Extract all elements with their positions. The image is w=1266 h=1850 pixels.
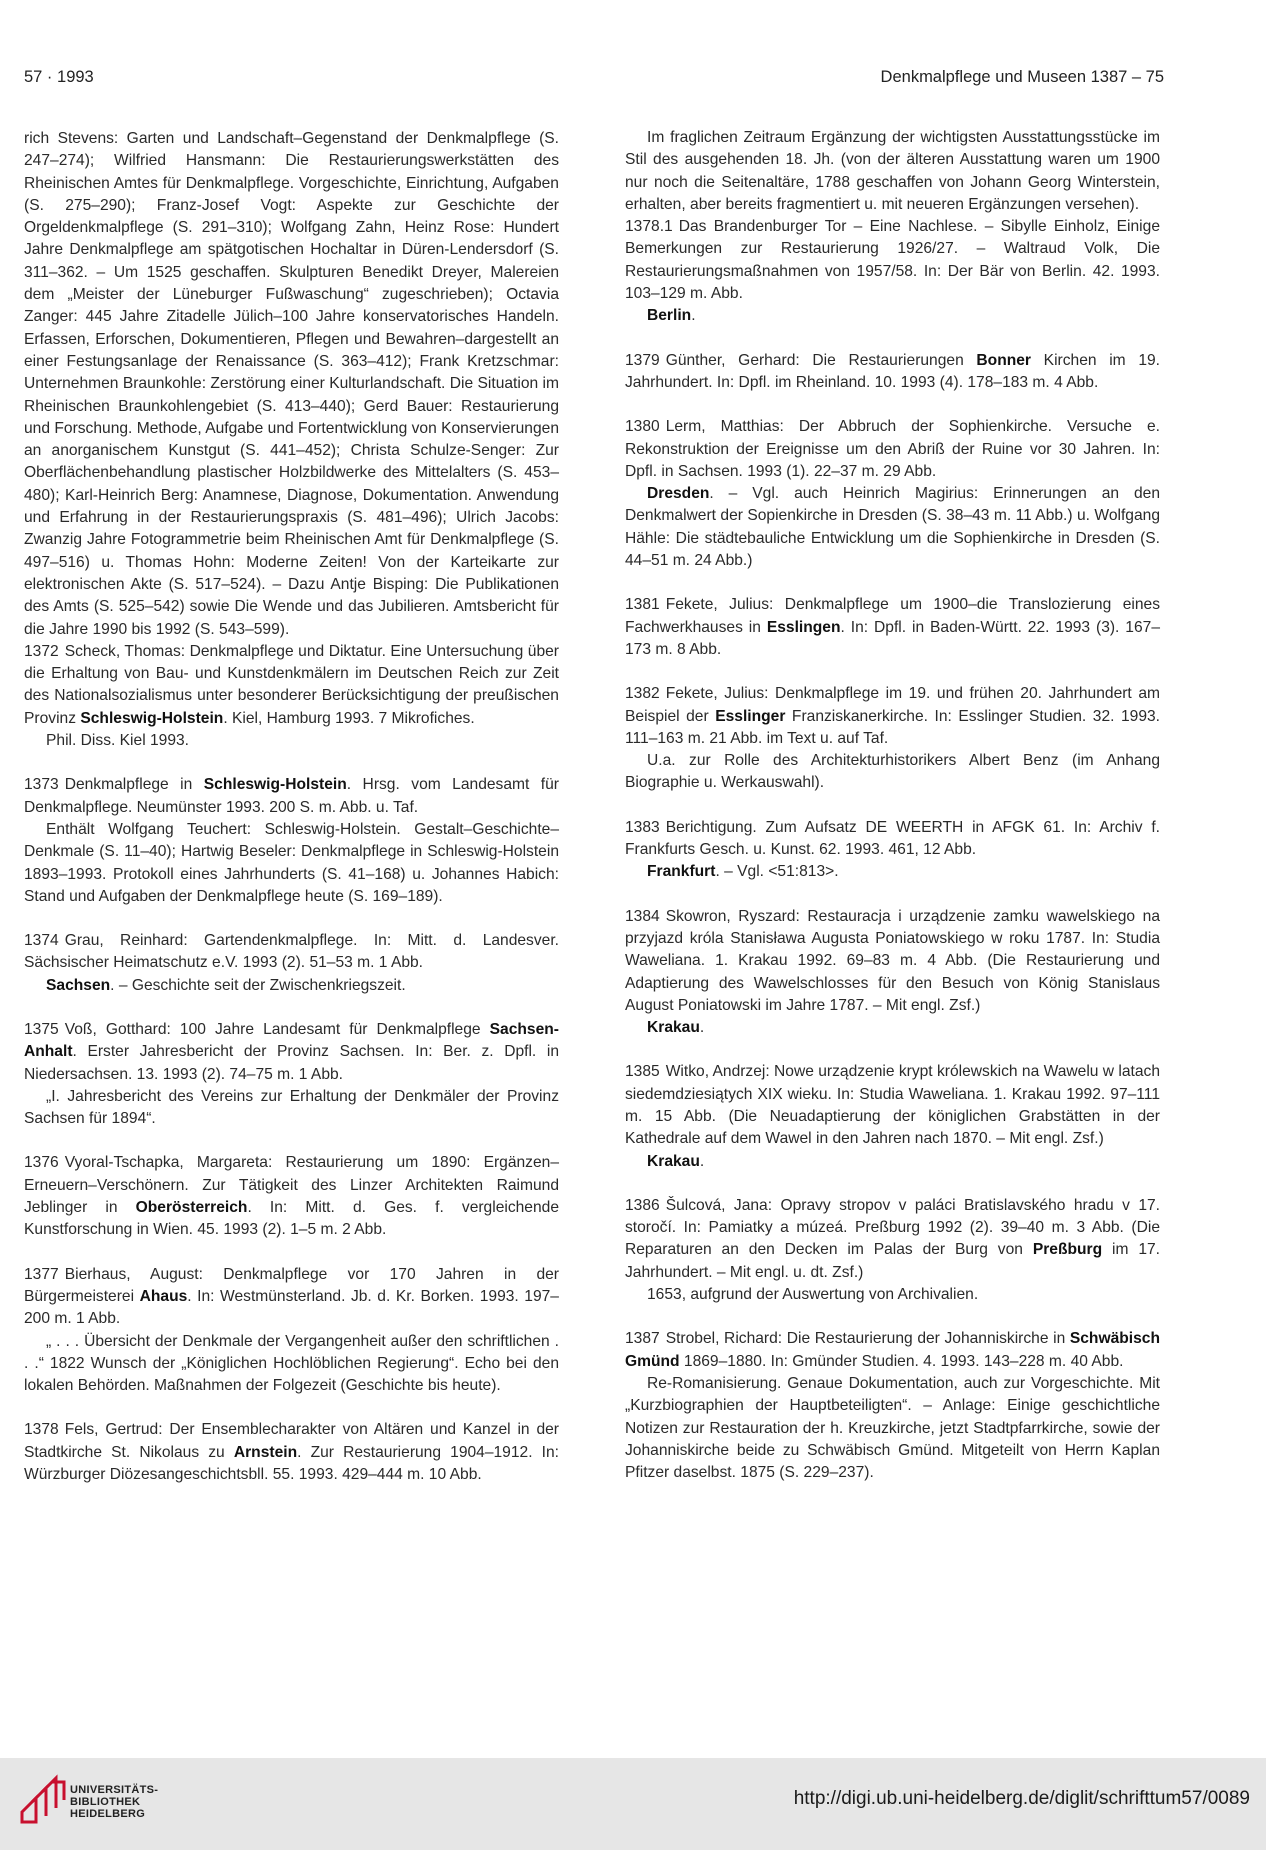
entry-1372 <box>24 641 559 752</box>
place-name: Esslingen <box>766 618 841 636</box>
entry-text: Voß, Gotthard: 100 Jahre Landesamt für Denkmalpflege <box>64 1020 490 1038</box>
entry-text: Günther, Gerhard: Die Restaurierungen <box>665 351 977 369</box>
entry-text: Bierhaus, August: Denkmalpflege vor 170 Jahren in der Bürgermeisterei <box>24 1265 559 1305</box>
entry-number: 1378.1 <box>625 218 673 236</box>
digital-url-link[interactable]: http://digi.ub.uni-heidelberg.de/diglit/schrifttum57/0089 <box>793 1788 1250 1809</box>
left-column <box>24 128 559 1508</box>
entry-1378 <box>24 1419 559 1486</box>
place-name: Arnstein <box>233 1443 298 1461</box>
entry-1385 <box>625 1061 1160 1172</box>
entry-text: Scheck, Thomas: Denkmalpflege und Diktatur. Eine Untersuchung über die Erhaltung von Bau- und Kunstdenkmälern im Deutschen Reich zur Zeit des Nationalsozialismus unter besonderer Berücksichtigung der preußischen Provinz <box>24 642 559 727</box>
entry-text: Lerm, Matthias: Der Abbruch der Sophienkirche. Versuche e. Rekonstruktion der Ereignisse um den Abriß der Ruine vor 30 Jahren. In: Dpfl. in Sachsen. 1993 (1). 22–37 m. 29 Abb. <box>625 418 1160 480</box>
entry-note: U.a. zur Rolle des Architekturhistorikers Albert Benz (im Anhang Biographie u. Werkauswahl). <box>625 752 1160 792</box>
entry-number: 1374 <box>24 932 59 950</box>
entry-text: Kirchen im 19. Jahrhundert. In: Dpfl. im Rheinland. 10. 1993 (4). 178–183 m. 4 Abb. <box>625 351 1160 391</box>
entry-text: . Zur Restaurierung 1904–1912. In: Würzburger Diözesangeschichtsbll. 55. 1993. 429–444 m. 10 Abb. <box>24 1443 559 1484</box>
entry-text: . <box>699 1152 705 1170</box>
entry-text: 1869–1880. In: Gmünder Studien. 4. 1993. 143–228 m. 40 Abb. <box>679 1352 1124 1370</box>
entry-number: 1380 <box>625 418 660 436</box>
entry-note: Phil. Diss. Kiel 1993. <box>46 732 190 750</box>
library-name <box>70 1784 158 1820</box>
place-name: Oberösterreich <box>135 1199 248 1217</box>
entry-text: . Kiel, Hamburg 1993. 7 Mikrofiches. <box>223 709 475 727</box>
entry-number: 1382 <box>625 685 660 703</box>
digitization-footer <box>0 1758 1266 1850</box>
right-column <box>625 127 1160 1506</box>
entry-text: Berichtigung. Zum Aufsatz DE WEERTH in AFGK 61. In: Archiv f. Frankfurts Gesch. u. Kunst. 62. 1993. 461, 12 Abb. <box>625 818 1160 859</box>
entry-number: 1383 <box>625 818 660 836</box>
entry-text: Skowron, Ryszard: Restauracja i urządzenie zamku wawelskiego na przyjazd króla Stanisława Augusta Poniatowskiego w roku 1787. In: Studia Waweliana. 1. Krakau 1992. 69–83 m. 4 Abb. (Die Restaurierung und Adaptierung des Wawelschlosses für den Besuch von König Stanislaus August Poniatowski im Jahre 1787. – Mit engl. Zsf.) <box>625 907 1160 1014</box>
entry-1375 <box>24 1019 559 1130</box>
entry-number: 1377 <box>24 1265 59 1283</box>
entry-number: 1381 <box>625 596 660 614</box>
entry-text: Grau, Reinhard: Gartendenkmalpflege. In: Mitt. d. Landesver. Sächsischer Heimatschutz e.V. 1993 (2). 51–53 m. 1 Abb. <box>24 932 559 972</box>
entry-number: 1378 <box>24 1421 59 1439</box>
entry-text: Šulcová, Jana: Opravy stropov v paláci Bratislavského hradu v 17. storočí. In: Pamiatky a múzeá. Preßburg 1992 (2). 39–40 m. 3 Abb. (Die Reparaturen an den Decken im Palas der Burg von <box>625 1196 1160 1259</box>
entry-text: Franziskanerkirche. In: Esslinger Studien. 32. 1993. 111–163 m. 21 Abb. im Text u. auf Taf. <box>625 707 1160 747</box>
entry-number: 1375 <box>24 1020 59 1038</box>
entry-1380 <box>625 416 1160 572</box>
entry-1379 <box>625 350 1160 395</box>
library-name-line: BIBLIOTHEK <box>70 1796 141 1808</box>
entry-1387 <box>625 1328 1160 1484</box>
place-name: Schleswig-Holstein <box>203 776 347 794</box>
entry-note: „ . . . Übersicht der Denkmale der Vergangenheit außer den schriftlichen . . .“ 1822 Wunsch der „Königlichen Hochlöblichen Regierung“. Echo bei den lokalen Behörden. Maßnahmen der Folgezeit (Geschichte bis heute). <box>24 1332 559 1395</box>
entry-1376 <box>24 1152 559 1241</box>
place-name: Esslinger <box>715 707 786 725</box>
place-name: Ahaus <box>139 1287 188 1305</box>
library-logo-icon <box>14 1772 70 1828</box>
entry-number: 1386 <box>625 1196 660 1214</box>
entry-text: Witko, Andrzej: Nowe urządzenie krypt królewskich na Wawelu w latach siedemdziesiątych XIX wieku. In: Studia Waweliana. 1. Krakau 1992. 97–111 m. 15 Abb. (Die Neuadaptierung der königlichen Grabstätten in der Kathedrale auf dem Wawel in den Jahren nach 1870. – Mit engl. Zsf.) <box>625 1063 1160 1148</box>
place-name: Preßburg <box>1032 1241 1103 1259</box>
entry-1384 <box>625 906 1160 1040</box>
entry-text: Fekete, Julius: Denkmalpflege im 19. und frühen 20. Jahrhundert am Beispiel der <box>625 685 1160 725</box>
entry-text: im 17. Jahrhundert. – Mit engl. u. dt. Zsf.) <box>625 1241 1161 1281</box>
entry-note: „I. Jahresbericht des Vereins zur Erhaltung der Denkmäler der Provinz Sachsen für 1894“. <box>24 1087 559 1128</box>
entry-number: 1385 <box>625 1063 660 1081</box>
entry-1378-1 <box>625 216 1160 327</box>
entry-number: 1379 <box>625 351 660 369</box>
entry-number: 1372 <box>24 642 59 660</box>
entry-1377 <box>24 1264 559 1398</box>
entry-text: . – Vgl. auch Heinrich Magirius: Erinnerungen an den Denkmalwert der Sopienkirche in Dresden (S. 38–43 m. 11 Abb.) u. Wolfgang Hähle: Die städtebauliche Entwicklung um die Sophienkirche in Dresden (S. 44–51 m. 24 Abb.) <box>625 485 1160 570</box>
entry-number: 1384 <box>625 907 660 925</box>
entry-note: Re-Romanisierung. Genaue Dokumentation, auch zur Vorgeschichte. Mit „Kurzbiographien der Hauptbeteiligten“. – Anlage: Einige geschichtliche Notizen zur Restauration der h. Kreuzkirche, jetzt Stadtpfarrkirche, sowie der Johanniskirche beide zu Schwäbisch Gmünd. Mitgeteilt von Herrn Kaplan Pfitzer daselbst. 1875 (S. 229–237). <box>625 1374 1160 1482</box>
place-name: Krakau <box>647 1019 700 1037</box>
place-name: Sachsen-Anhalt <box>24 1020 559 1061</box>
entry-1373 <box>24 774 559 908</box>
place-name: Schleswig-Holstein <box>80 709 224 727</box>
entry-text: Fekete, Julius: Denkmalpflege um 1900–die Translozierung eines Fachwerkhauses in <box>625 596 1160 636</box>
entry-note: Enthält Wolfgang Teuchert: Schleswig-Holstein. Gestalt–Geschichte–Denkmale (S. 11–40); Hartwig Beseler: Denkmalpflege in Schleswig-Holstein 1893–1993. Protokoll eines Jahrhunderts (S. 41–168) u. Johannes Habich: Stand und Aufgaben der Denkmalpflege heute (S. 169–189). <box>24 820 559 905</box>
place-name: Krakau <box>647 1152 700 1170</box>
entry-text: Vyoral-Tschapka, Margareta: Restaurierung um 1890: Ergänzen–Erneuern–Verschönern. Zur Tätigkeit des Linzer Architekten Raimund Jeblinger in <box>24 1154 559 1217</box>
entry-text: . <box>699 1019 705 1037</box>
entry-text: . In: Mitt. d. Ges. f. vergleichende Kunstforschung in Wien. 45. 1993 (2). 1–5 m. 2 Abb. <box>24 1199 559 1239</box>
entry-text: Fels, Gertrud: Der Ensemblecharakter von Altären und Kanzel in der Stadtkirche St. Nikolaus zu <box>24 1421 559 1461</box>
entry-1386 <box>625 1195 1160 1306</box>
entry-text: Strobel, Richard: Die Restaurierung der Johanniskirche in <box>665 1330 1070 1348</box>
entry-1383 <box>625 817 1160 884</box>
place-name: Schwäbisch Gmünd <box>625 1330 1160 1370</box>
entry-note: 1653, aufgrund der Auswertung von Archivalien. <box>647 1286 979 1304</box>
entry-continuation: rich Stevens: Garten und Landschaft–Gegenstand der Denkmalpflege (S. 247–274); Wilfried Hansmann: Die Restaurierungswerkstätten des Rheinischen Amtes für Denkmalpflege. Vorgeschichte, Einrichtung, Aufgaben (S. 275–290); Franz-Josef Vogt: Aspekte zur Geschichte der Orgeldenkmalpflege (S. 291–310); Wolfgang Zahn, Heinz Rose: Hundert Jahre Denkmalpflege am spätgotischen Hochaltar in Düren-Lendersdorf (S. 311–362. – Um 1525 geschaffen. Skulpturen Benedikt Dreyer, Malereien dem „Meister der Lüneburger Fußwaschung“ zugeschrieben); Octavia Zanger: 445 Jahre Zitadelle Jülich–100 Jahre konservatorisches Handeln. Erfassen, Erforschen, Dokumentieren, Pflegen und Bewahren–dargestellt an einer Festungsanlage der Renaissance (S. 363–412); Frank Kretzschmar: Unternehmen Braunkohle: Zerstörung einer Kulturlandschaft. Die Situation im Rheinischen Braunkohlengebiet (S. 413–440); Gerd Bauer: Restaurierung und Forschung. Methode, Aufgabe und Fortentwicklung von Konservierungen an anorganischem Kunstgut (S. 441–452); Christa Schulze-Senger: Zur Oberflächenbehandlung plastischer Holzbildwerke des Mittelalters (S. 453–480); Karl-Heinrich Berg: Anamnese, Diagnose, Dokumentation. Anwendung und Erfahrung in der Restaurierungspraxis (S. 481–496); Ulrich Jacobs: Zwanzig Jahre Fotogrammetrie beim Rheinischen Amt für Denkmalpflege (S. 497–516) u. Thomas Hohn: Moderne Zeiten! Von der Karteikarte zur elektronischen Akte (S. 517–524). – Dazu Antje Bisping: Die Publikationen des Amts (S. 525–542) sowie Die Wende und das Jubilieren. Amtsbericht für die Jahre 1990 bis 1992 (S. 543–599). <box>24 130 559 638</box>
entry-text: . Erster Jahresbericht der Provinz Sachsen. In: Ber. z. Dpfl. in Niedersachsen. 13. 1993 (2). 74–75 m. 1 Abb. <box>24 1043 559 1083</box>
entry-text: . In: Dpfl. in Baden-Württ. 22. 1993 (3). 167–173 m. 8 Abb. <box>625 618 1160 658</box>
entry-continuation: Im fraglichen Zeitraum Ergänzung der wichtigsten Ausstattungsstücke im Stil des ausgehenden 18. Jh. (von der älteren Ausstattung waren um 1900 nur noch die Seitenaltäre, 1788 geschaffen von Johann Georg Winterstein, erhalten, aber bereits fragmentiert u. mit neueren Ergänzungen versehen). <box>625 129 1160 213</box>
page-number-year: 57 · 1993 <box>24 68 94 86</box>
place-name: Frankfurt <box>647 863 716 881</box>
place-name: Sachsen <box>46 976 111 994</box>
entry-1381 <box>625 594 1160 661</box>
entry-1382 <box>625 683 1160 794</box>
entry-text: . – Geschichte seit der Zwischenkriegszeit. <box>110 976 406 994</box>
entry-number: 1387 <box>625 1330 660 1348</box>
entry-text: . – Vgl. <51:813>. <box>715 863 839 881</box>
entry-number: 1376 <box>24 1154 59 1172</box>
place-name: Bonner <box>976 351 1031 369</box>
entry-1374 <box>24 930 559 997</box>
place-name: Dresden <box>647 485 710 503</box>
entry-text: Denkmalpflege in <box>64 776 204 794</box>
page-header <box>24 68 1164 92</box>
running-title: Denkmalpflege und Museen 1387 – 75 <box>880 68 1164 86</box>
library-name-line: UNIVERSITÄTS- <box>70 1784 159 1796</box>
entry-text: . Hrsg. vom Landesamt für Denkmalpflege. Neumünster 1993. 200 S. m. Abb. u. Taf. <box>24 776 559 816</box>
entry-text: . <box>691 307 696 325</box>
library-name-line: HEIDELBERG <box>70 1808 146 1820</box>
place-name: Berlin <box>647 307 692 325</box>
entry-text: Das Brandenburger Tor – Eine Nachlese. – Sibylle Einholz, Einige Bemerkungen zur Restaurierung 1926/27. – Waltraud Volk, Die Restaurierungsmaßnahmen von 1957/58. In: Der Bär von Berlin. 42. 1993. 103–129 m. Abb. <box>625 218 1160 303</box>
entry-text: . In: Westmünsterland. Jb. d. Kr. Borken. 1993. 197–200 m. 1 Abb. <box>24 1287 559 1328</box>
entry-number: 1373 <box>24 776 59 794</box>
